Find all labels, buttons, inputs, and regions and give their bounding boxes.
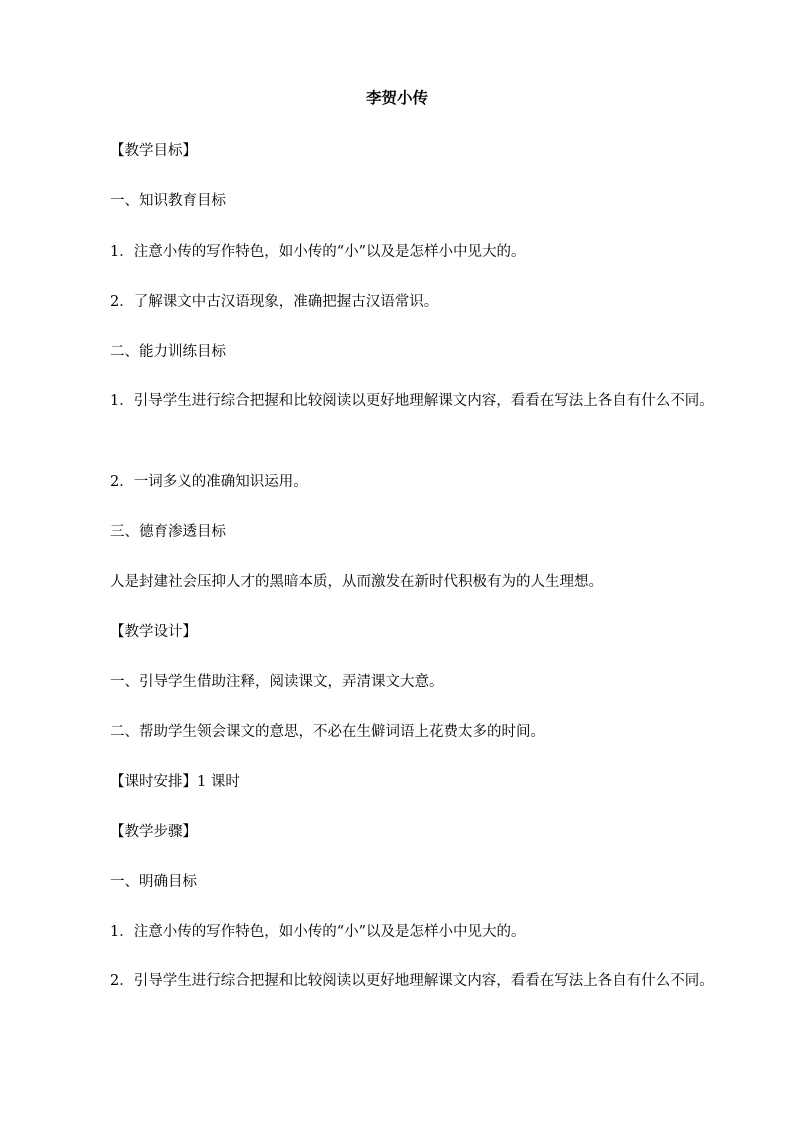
paragraph: 2．一词多义的准确知识运用。 <box>110 474 308 490</box>
paragraph: 1．注意小传的写作特色，如小传的“小”以及是怎样小中见大的。 <box>110 924 526 940</box>
document-title: 李贺小传 <box>365 88 428 107</box>
section-heading-teaching-goals: 【教学目标】 <box>110 143 197 159</box>
paragraph: 二、帮助学生领会课文的意思，不必在生僻词语上花费太多的时间。 <box>110 724 545 740</box>
paragraph: 一、引导学生借助注释，阅读课文，弄清课文大意。 <box>110 674 444 690</box>
section-heading-teaching-steps: 【教学步骤】 <box>110 824 197 840</box>
paragraph: 2．引导学生进行综合把握和比较阅读以更好地理解课文内容，看看在写法上各自有什么不同。 <box>110 973 714 989</box>
paragraph: 1．引导学生进行综合把握和比较阅读以更好地理解课文内容，看看在写法上各自有什么不同。 <box>110 393 714 409</box>
paragraph: 2．了解课文中古汉语现象，准确把握古汉语常识。 <box>110 294 439 310</box>
paragraph: 人是封建社会压抑人才的黑暗本质，从而激发在新时代积极有为的人生理想。 <box>110 574 603 590</box>
paragraph: 1．注意小传的写作特色，如小传的“小”以及是怎样小中见大的。 <box>110 244 526 260</box>
subheading-ability-goals: 二、能力训练目标 <box>110 344 226 360</box>
subheading-moral-goals: 三、德育渗透目标 <box>110 524 226 540</box>
section-heading-teaching-design: 【教学设计】 <box>110 624 197 640</box>
subheading-knowledge-goals: 一、知识教育目标 <box>110 193 226 209</box>
subheading-clarify-goals: 一、明确目标 <box>110 874 197 890</box>
section-heading-schedule: 【课时安排】1 课时 <box>110 774 240 790</box>
